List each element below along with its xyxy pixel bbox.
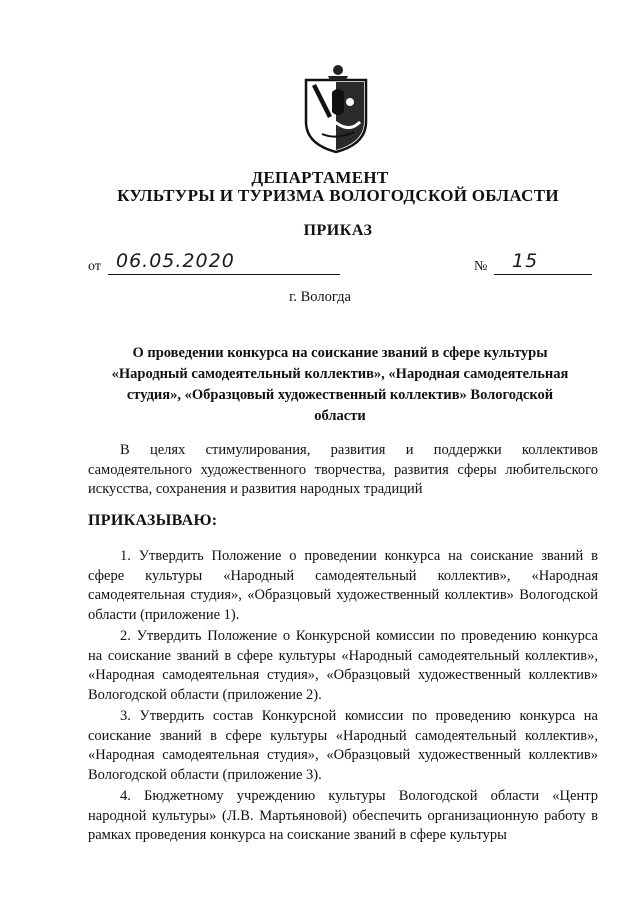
vologda-coat-of-arms-icon [298, 62, 374, 154]
department-title-line1: ДЕПАРТАМЕНТ [251, 168, 389, 187]
number-label: № [474, 259, 488, 274]
department-title-line2: КУЛЬТУРЫ И ТУРИЗМА ВОЛОГОДСКОЙ ОБЛАСТИ [117, 186, 559, 205]
order-item-2: 2. Утвердить Положение о Конкурсной комиссии по проведению конкурса на соискание званий в сфере культуры «Народный самодеятельный коллектив», «Народная самодеятельная студия», «Образцовый художественный коллектив» Вологодской области (приложение 2). [88, 628, 598, 703]
order-item-3: 3. Утвердить состав Конкурсной комиссии по проведению конкурса на соискание званий в сфере культуры «Народный самодеятельный коллектив», «Народная самодеятельная студия», «Образцовый художественный коллектив» Вологодской области (приложение 3). [88, 708, 598, 783]
intro-paragraph: В целях стимулирования, развития и поддержки коллективов самодеятельного художественного творчества, развития сферы любительского искусства, сохранения и развития народных традиций [88, 442, 598, 497]
number-value: 15 [512, 250, 539, 272]
date-value: 06.05.2020 [116, 250, 235, 272]
order-subject: О проведении конкурса на соискание званий в сфере культуры «Народный самодеятельный коллектив», «Народная самодеятельная студия», «Образцовый художественный коллектив» Вологодской области [111, 345, 569, 424]
number-underline [494, 274, 592, 275]
document-type: ПРИКАЗ [303, 222, 373, 239]
date-label: от [88, 259, 101, 274]
order-item-1: 1. Утвердить Положение о проведении конкурса на соискание званий в сфере культуры «Народный самодеятельный коллектив», «Народная самодеятельная студия», «Образцовый художественный коллектив» Вологодской области (приложение 1). [88, 548, 598, 623]
city: г. Вологда [289, 289, 351, 305]
order-word: ПРИКАЗЫВАЮ: [88, 512, 218, 529]
date-underline [108, 274, 340, 275]
order-item-4: 4. Бюджетному учреждению культуры Вологодской области «Центр народной культуры» (Л.В. Мартьяновой) обеспечить организационную работу в рамках проведения конкурса на соискание званий в сфере культуры [88, 788, 598, 843]
